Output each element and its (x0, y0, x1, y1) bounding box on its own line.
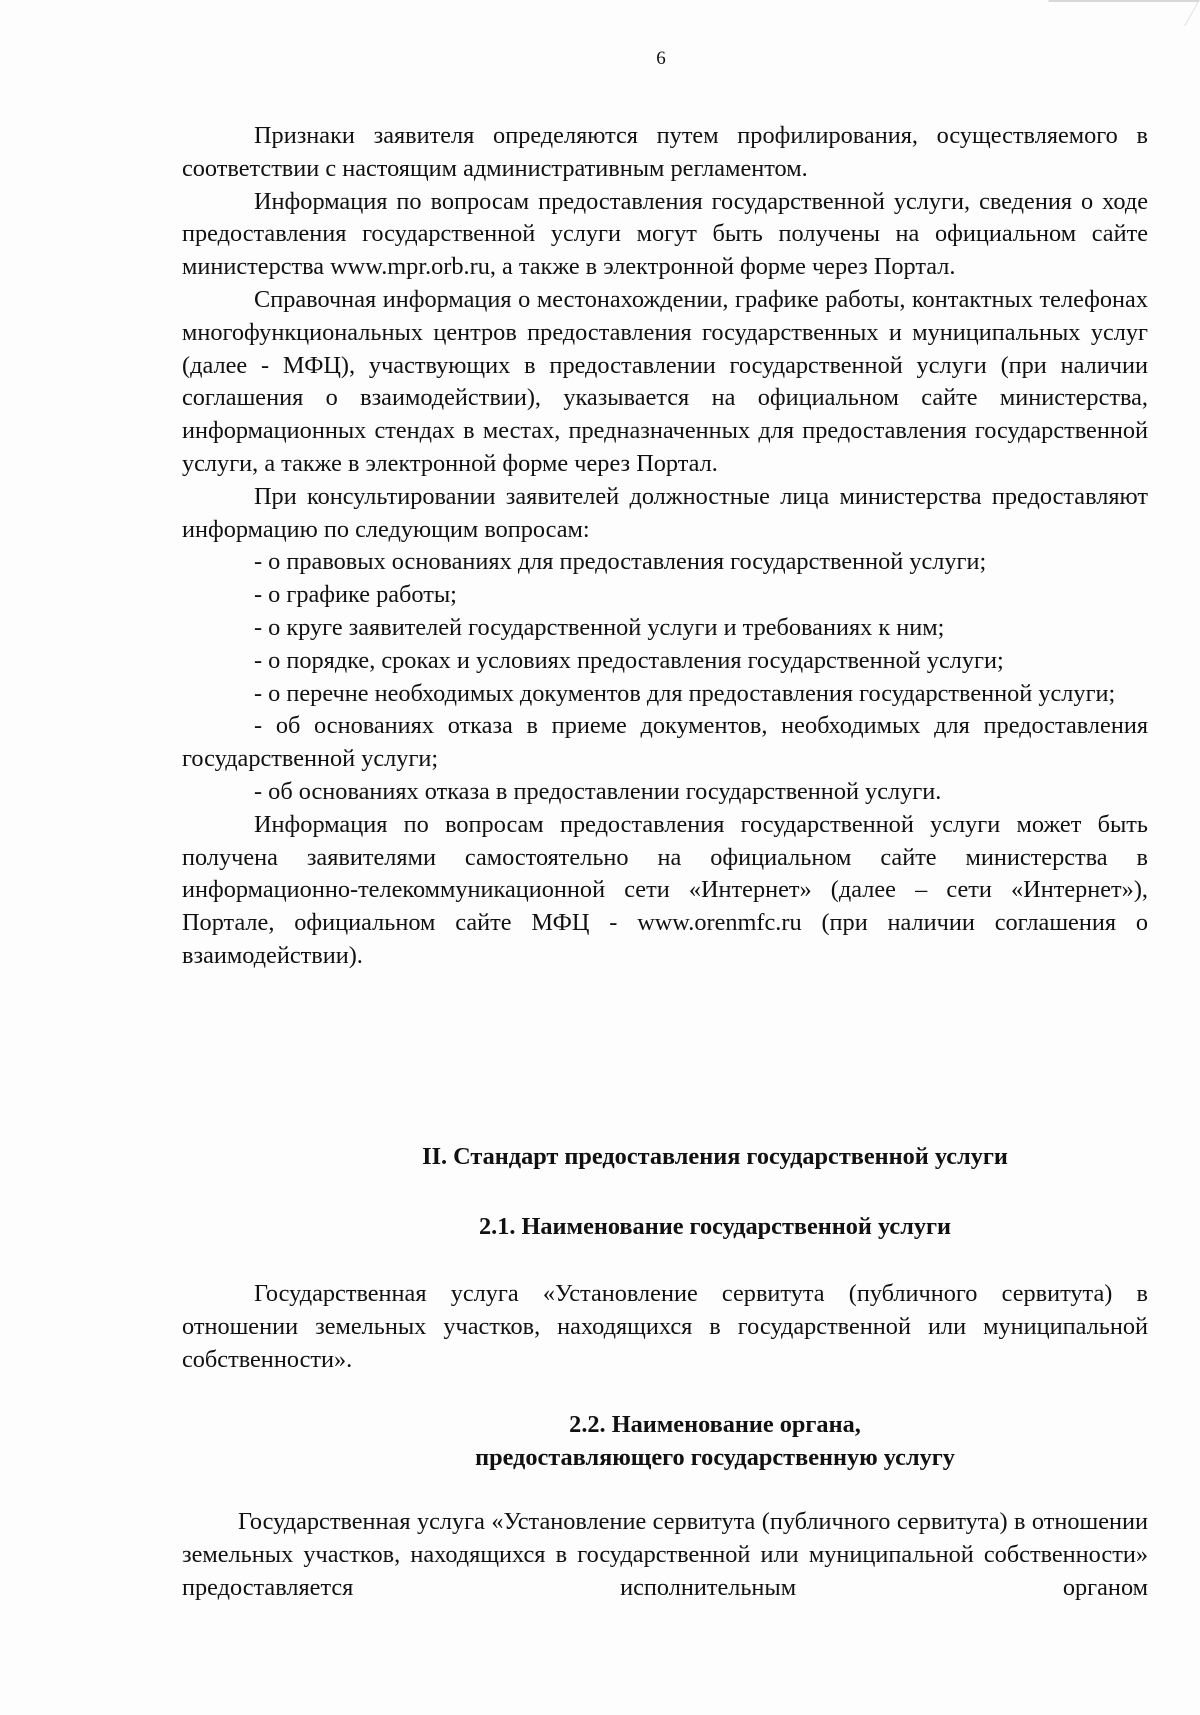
list-item: - о порядке, сроках и условиях предоставления государственной услуги; (254, 646, 1004, 674)
scan-artifact (1034, 0, 1200, 26)
list-item: - о круге заявителей государственной услуги и требованиях к ним; (254, 613, 945, 641)
section-heading-authority (182, 1408, 1148, 1474)
paragraph-info-self-service: Информация по вопросам предоставления государственной услуги может быть получена заявителями самостоятельно на официальном сайте министерства в информационно-телекоммуникационной сети «Интернет» (далее – сети «Интернет»), Портале, официальном сайте МФЦ - www.orenmfc.ru (при наличии соглашения о взаимодействии). (182, 810, 1148, 969)
section-heading-service-name: 2.1. Наименование государственной услуги (478, 1213, 952, 1240)
service-name-section (182, 1278, 1148, 1376)
section-heading-standard: II. Стандарт предоставления государственной услуги (422, 1143, 1008, 1170)
paragraph-consultation: При консультировании заявителей должностные лица министерства предоставляют информацию по следующим вопросам: (182, 482, 1148, 543)
intro-section (182, 120, 1148, 973)
paragraph-info-sources: Информация по вопросам предоставления государственной услуги, сведения о ходе предоставления государственной услуги могут быть получены на официальном сайте министерства www.mpr.orb.ru, а также в электронной форме через Портал. (182, 187, 1148, 281)
list-item: - о перечне необходимых документов для предоставления государственной услуги; (254, 679, 1116, 707)
page-number: 6 (656, 48, 666, 69)
section-heading-authority-line2: предоставляющего государственную услугу (475, 1444, 955, 1471)
paragraph-applicant-features: Признаки заявителя определяются путем профилирования, осуществляемого в соответствии с настоящим административным регламентом. (182, 122, 1148, 182)
paragraph-authority: Государственная услуга «Установление сервитута (публичного сервитута) в отношении земельных участков, находящихся в государственной или муниципальной собственности» предоставляется исполнительным органом (182, 1508, 1148, 1601)
paragraph-service-name: Государственная услуга «Установление сервитута (публичного сервитута) в отношении земельных участков, находящихся в государственной или муниципальной собственности». (182, 1280, 1148, 1373)
section-heading-authority-line1: 2.2. Наименование органа, (569, 1411, 861, 1438)
list-item: - об основаниях отказа в предоставлении государственной услуги. (254, 777, 942, 805)
paragraph-reference-info: Справочная информация о местонахождении, графике работы, контактных телефонах многофункциональных центров предоставления государственных и муниципальных услуг (далее - МФЦ), участвующих в предоставлении государственной услуги (при наличии соглашения о взаимодействии), указывается на официальном сайте министерства, информационных стендах в местах, предназначенных для предоставления государственной услуги, а также в электронной форме через Портал. (182, 285, 1148, 477)
list-item: - об основаниях отказа в приеме документов, необходимых для предоставления государственной услуги; (182, 712, 1148, 773)
authority-section (182, 1506, 1148, 1604)
list-item: - о графике работы; (254, 581, 457, 609)
list-item: - о правовых основаниях для предоставления государственной услуги; (254, 548, 987, 576)
